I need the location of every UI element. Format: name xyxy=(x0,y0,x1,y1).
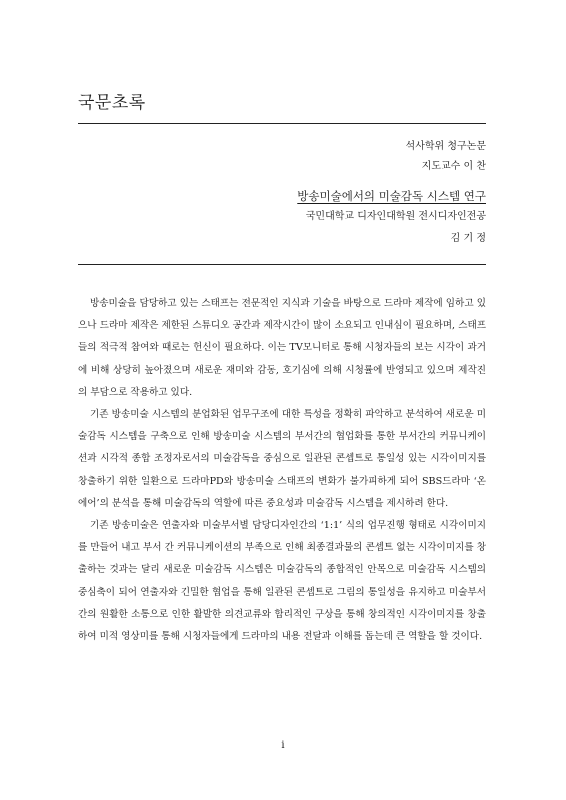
author-line: 김 기 정 xyxy=(450,233,486,244)
school-line: 국민대학교 디자인대학원 전시디자인전공 xyxy=(305,211,486,222)
page-number: i xyxy=(281,740,285,751)
advisor-line: 지도교수 이 찬 xyxy=(421,161,486,172)
abstract-body xyxy=(78,293,486,648)
abstract-paragraph: 방송미술을 담당하고 있는 스태프는 전문적인 지식과 기술을 바탕으로 드라마 제작에 임하고 있으나 드라마 제작은 제한된 스튜디오 공간과 제작시간이 많이 소요되고 인내심이 필요하며, 스태프들의 적극적 참여와 때로는 헌신이 필요하다. 이는 TV모니터로 통해 시청자들의 보는 시각이 과거에 비해 상당히 높아졌으며 새로운 재미와 감동, 호기심에 의해 시청률에 반영되고 있으며 제작진의 부담으로 작용하고 있다. xyxy=(78,298,486,398)
thesis-title: 방송미술에서의 미술감독 시스템 연구 xyxy=(297,189,486,203)
degree-line: 석사학위 청구논문 xyxy=(405,141,486,152)
abstract-paragraph: 기존 방송미술은 연출자와 미술부서별 담당디자인간의 ‘1:1’ 식의 업무진행 형태로 시각이미지를 만들어 내고 부서 간 커뮤니케이션의 부족으로 인해 최종결과물의 콘셉트 없는 시각이미지를 창출하는 것과는 달리 새로운 미술감독 시스템은 미술감독의 종합적인 안목으로 미술감독 시스템의 중심축이 되어 연출자와 긴밀한 협업을 통해 일관된 콘셉트로 그림의 통일성을 유지하고 미술부서간의 원활한 소통으로 인한 활발한 의견교류와 합리적인 구상을 통해 창의적인 시각이미지를 창출하여 미적 영상미를 통해 시청자들에게 드라마의 내용 전달과 이해를 돕는데 큰 역할을 할 것이다. xyxy=(78,520,486,643)
section-divider xyxy=(78,264,486,265)
page-title: 국문초록 xyxy=(78,93,146,113)
abstract-paragraph: 기존 방송미술 시스템의 분업화된 업무구조에 대한 특성을 정확히 파악하고 분석하여 새로운 미술감독 시스템을 구축으로 인해 방송미술 시스템의 부서간의 협업화를 통한 부서간의 커뮤니케이션과 시각적 종합 조정자로서의 미술감독을 중심으로 일관된 콘셉트로 통일성 있는 시각이미지를 창출하기 위한 일환으로 드라마PD와 방송미술 스태프의 변화가 불가피하게 되어 SBS드라마 ‘온에어’의 분석을 통해 미술감독의 역할에 따른 중요성과 미술감독 시스템을 제시하려 한다. xyxy=(78,409,486,509)
top-divider xyxy=(78,123,486,124)
